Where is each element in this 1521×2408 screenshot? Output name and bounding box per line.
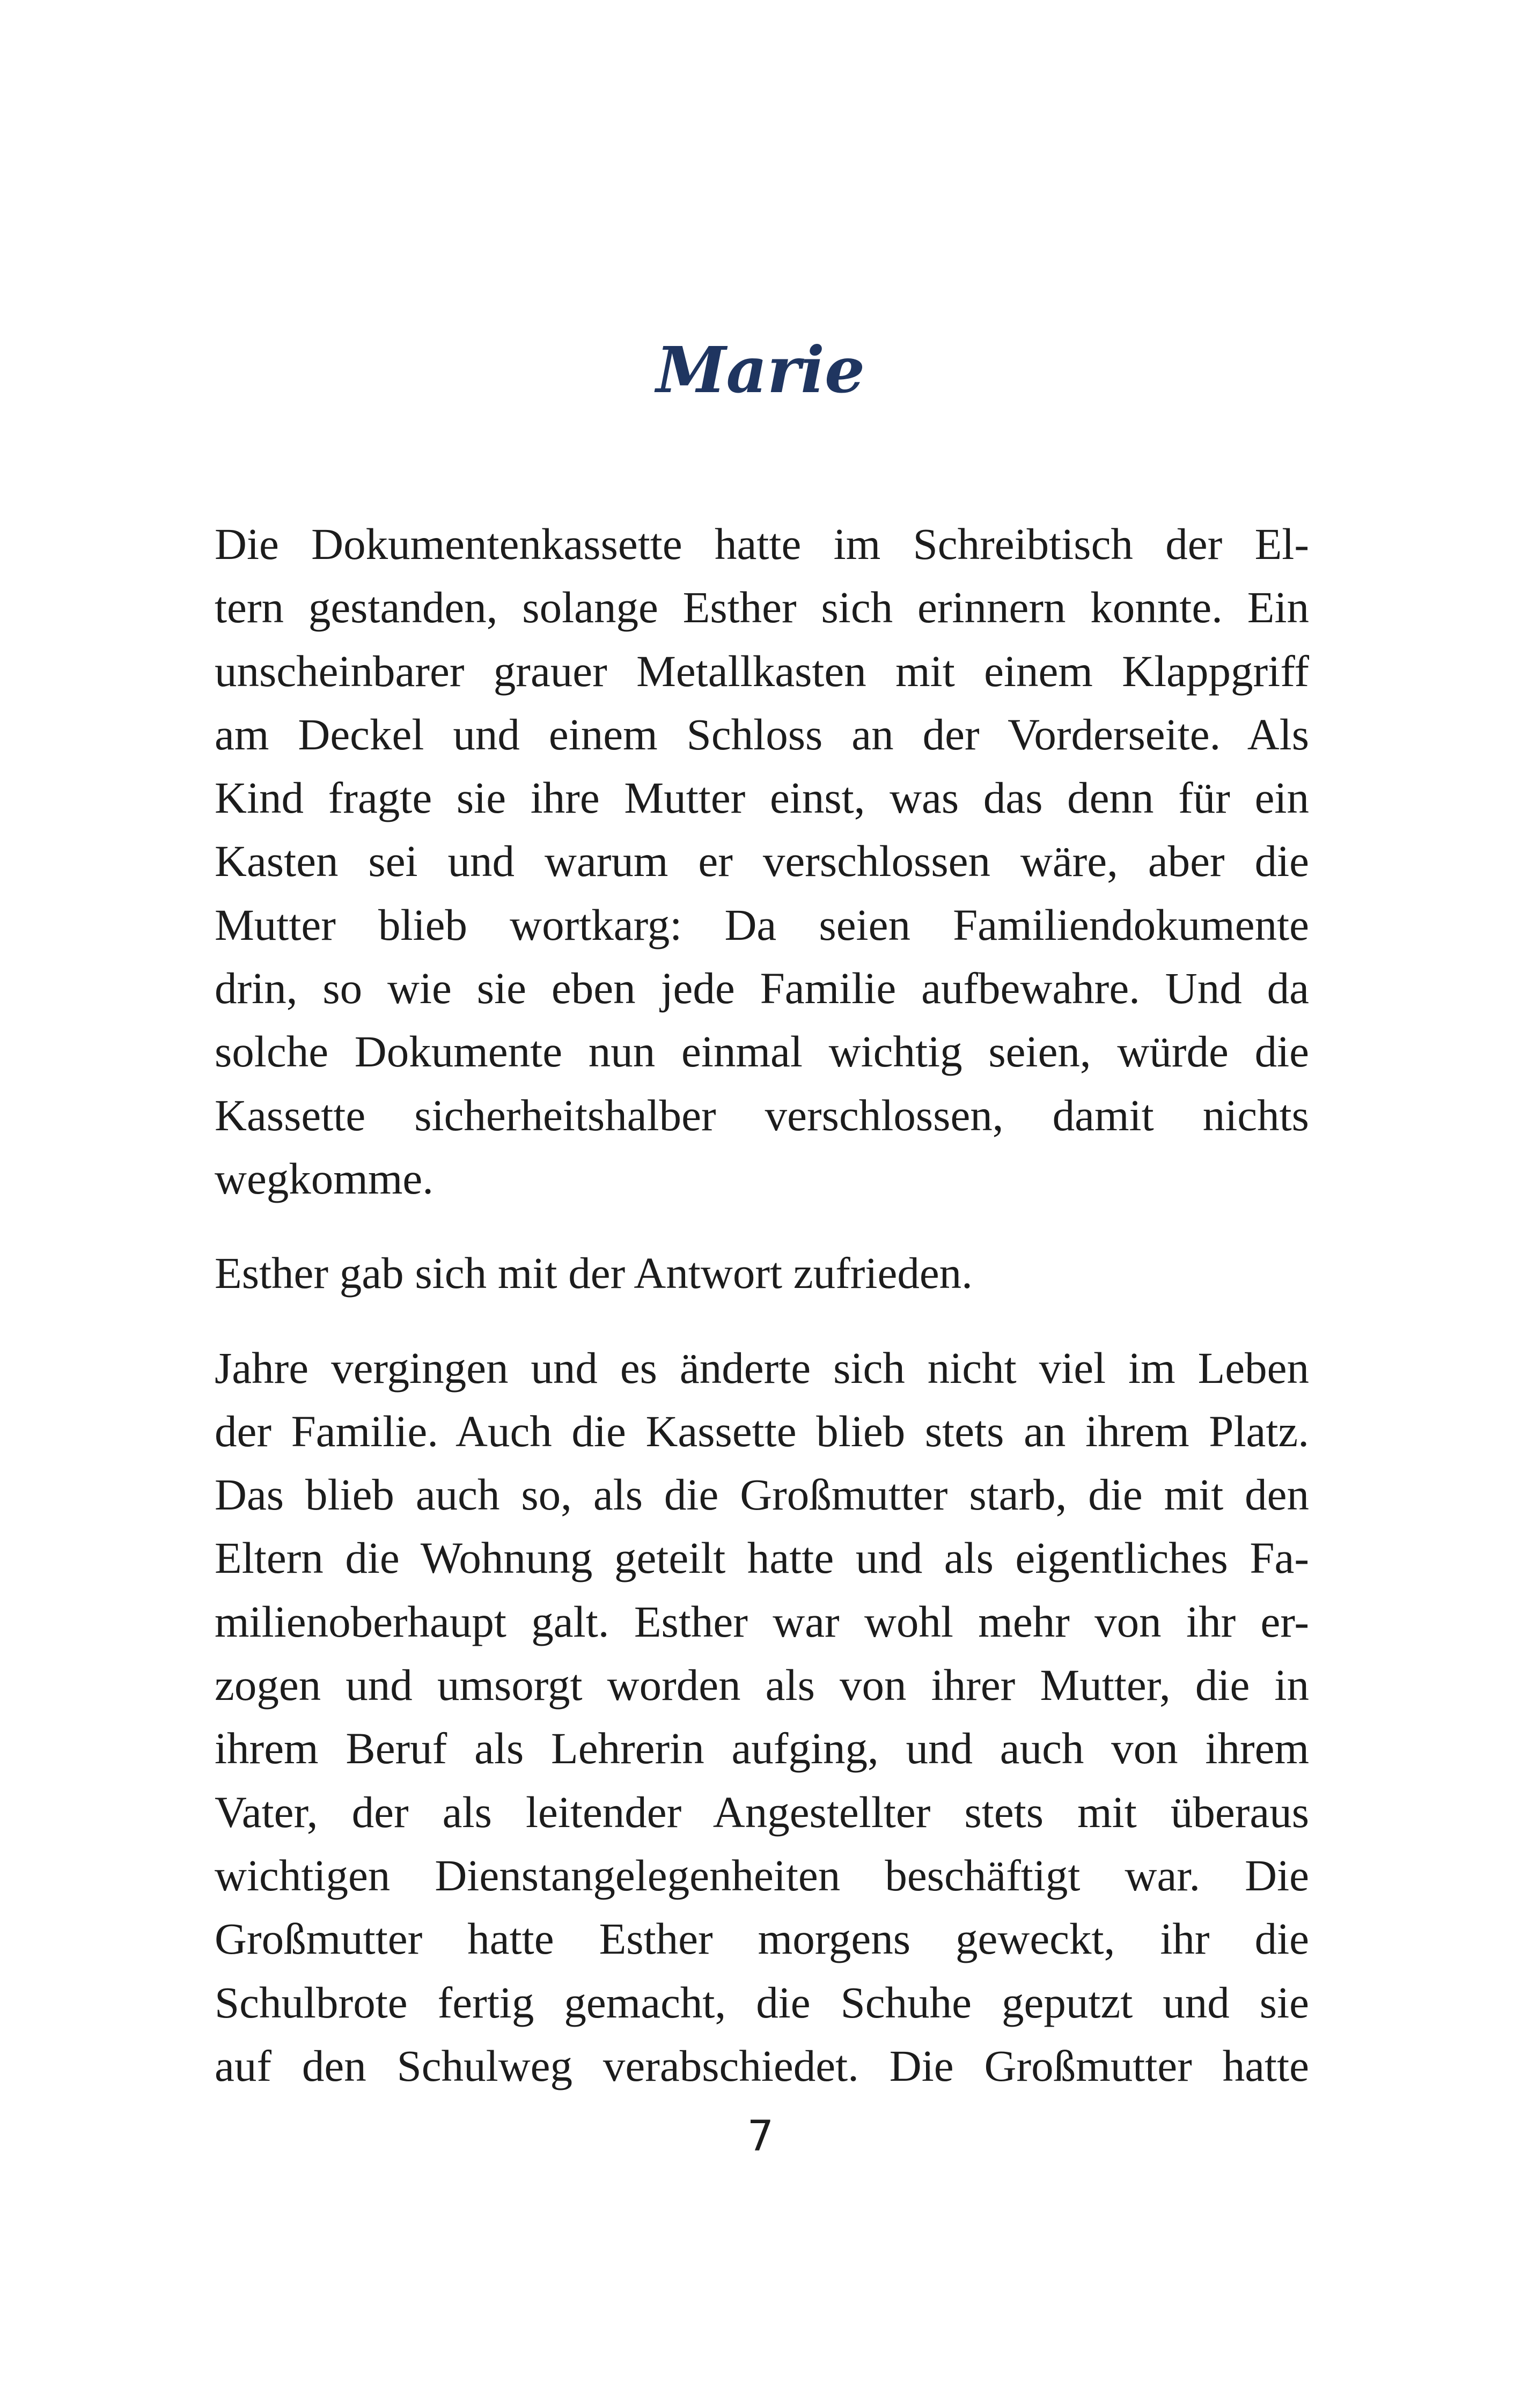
text-line: Großmutter hatte Esther morgens geweckt, ihr die xyxy=(215,1914,1309,1964)
text-line: Die Dokumentenkassette hatte im Schreibtisch der El- xyxy=(215,519,1309,569)
text-line: milienoberhaupt galt. Esther war wohl mehr von ihr er- xyxy=(215,1596,1309,1646)
text-line: Eltern die Wohnung geteilt hatte und als eigentliches Fa- xyxy=(215,1533,1309,1583)
text-line: ihrem Beruf als Lehrerin aufging, und auch von ihrem xyxy=(215,1724,1309,1773)
text-line: unscheinbarer grauer Metallkasten mit einem Klappgriff xyxy=(215,646,1309,696)
paragraph-3 xyxy=(215,1336,1309,2098)
text-line: Mutter blieb wortkarg: Da seien Familiendokumente xyxy=(215,900,1309,949)
body-text xyxy=(215,512,1309,2129)
text-line: Kind fragte sie ihre Mutter einst, was das denn für ein xyxy=(215,773,1309,823)
text-line: wegkomme. xyxy=(215,1153,433,1203)
text-line: wichtigen Dienstangelegenheiten beschäftigt war. Die xyxy=(215,1850,1309,1900)
text-line: Kasten sei und warum er verschlossen wäre, aber die xyxy=(215,836,1309,886)
text-line: Schulbrote fertig gemacht, die Schuhe geputzt und sie xyxy=(215,1977,1309,2027)
text-line: solche Dokumente nun einmal wichtig seien, würde die xyxy=(215,1027,1309,1077)
paragraph-1 xyxy=(215,512,1309,1210)
text-line: Jahre vergingen und es änderte sich nicht viel im Leben xyxy=(215,1343,1309,1393)
text-line: am Deckel und einem Schloss an der Vorderseite. Als xyxy=(215,709,1309,759)
text-line: zogen und umsorgt worden als von ihrer Mutter, die in xyxy=(215,1660,1309,1710)
text-line: drin, so wie sie eben jede Familie aufbewahre. Und da xyxy=(215,963,1309,1013)
paragraph-2 xyxy=(215,1241,1309,1305)
text-line: tern gestanden, solange Esther sich erinnern konnte. Ein xyxy=(215,583,1309,632)
text-line: Vater, der als leitender Angestellter stets mit überaus xyxy=(215,1787,1309,1837)
text-line: der Familie. Auch die Kassette blieb stets an ihrem Platz. xyxy=(215,1406,1309,1456)
text-line: auf den Schulweg verabschiedet. Die Großmutter hatte xyxy=(215,2041,1309,2090)
text-line: Esther gab sich mit der Antwort zufrieden. xyxy=(215,1248,973,1298)
page-number: 7 xyxy=(747,2112,774,2161)
chapter-title: Marie xyxy=(656,333,865,407)
text-line: Kassette sicherheitshalber verschlossen, damit nichts xyxy=(215,1090,1309,1140)
text-line: Das blieb auch so, als die Großmutter starb, die mit den xyxy=(215,1470,1309,1520)
